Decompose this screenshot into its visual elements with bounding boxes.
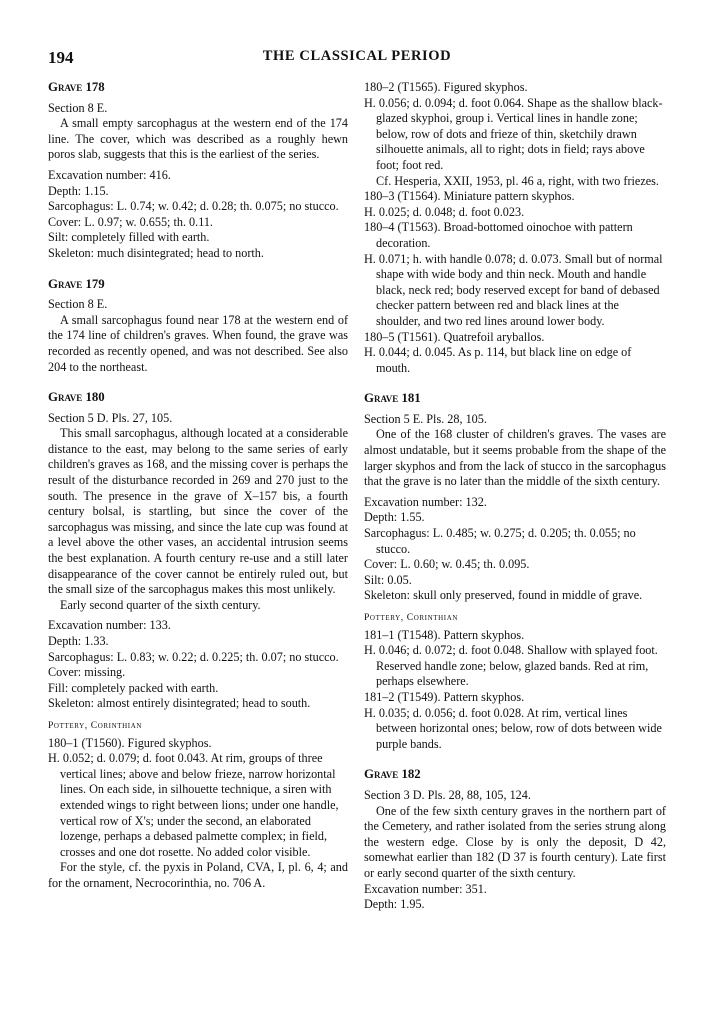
grave-title: Grave 181 [364, 391, 421, 406]
record-line: 181–1 (T1548). Pattern skyphos. [364, 627, 525, 642]
record-line: Section 8 E. [48, 297, 108, 312]
record-line: 180–5 (T1561). Quatrefoil aryballos. [364, 329, 545, 344]
record-line: Excavation number: 132. [364, 494, 487, 509]
record-line: Section 5 E. Pls. 28, 105. [364, 411, 487, 426]
paragraph: A small sarcophagus found near 178 at the western end of the 174 line of children's graves. When found, the grave was recorded as recently opened, and was not described. See also 204 to the northeast. [48, 312, 348, 374]
page-number: 194 [48, 48, 74, 67]
record-line: Section 5 D. Pls. 27, 105. [48, 410, 173, 425]
page-header [48, 48, 666, 70]
record-line: Cover: L. 0.97; w. 0.655; th. 0.11. [48, 214, 213, 229]
spacer [364, 376, 666, 391]
record-line: Silt: completely filled with earth. [48, 230, 210, 245]
catalogue-entry: 180–4 (T1563). Broad-bottomed oinochoe with pattern decoration. [364, 220, 633, 250]
record-line: Fill: completely packed with earth. [48, 680, 219, 695]
record-line: Skeleton: much disintegrated; head to north. [48, 245, 264, 260]
catalogue-entry: H. 0.056; d. 0.094; d. foot 0.064. Shape as the shallow black-glazed skyphoi, group i. Vertical lines in handle zone; below, row of dots and frieze of thin, sketchily drawn silhouette animals, all to right; dots in field; rays above foot; foot red. [364, 95, 663, 172]
spacer [48, 262, 348, 277]
record-line: Depth: 1.95. [364, 897, 425, 912]
record-line: H. 0.025; d. 0.048; d. foot 0.023. [364, 204, 525, 219]
record-line: Excavation number: 133. [48, 618, 171, 633]
record-line: Sarcophagus: L. 0.83; w. 0.22; d. 0.225; th. 0.07; no stucco. [48, 649, 339, 664]
spacer [364, 752, 666, 767]
record-line: Skeleton: skull only preserved, found in middle of grave. [364, 588, 643, 603]
grave-title: Grave 182 [364, 767, 421, 782]
spacer [48, 375, 348, 390]
running-head: THE CLASSICAL PERIOD [262, 48, 452, 64]
paragraph: One of the few sixth century graves in the northern part of the Cemetery, and rather isolated from the series strung along the western edge. Close by is only the deposit, D 42, somewhat earlier than 182 (D 37 is fourth century). Late first or early second quarter of the sixth century. [364, 803, 666, 880]
paragraph: One of the 168 cluster of children's graves. The vases are almost undatable, but it seems probable from the shape of the larger skyphos and from the lack of stucco in the sarcophagus that the grave is no later than the middle of the sixth century. [364, 427, 666, 489]
record-line: 181–2 (T1549). Pattern skyphos. [364, 689, 525, 704]
record-line: Excavation number: 351. [364, 881, 487, 896]
record-line: Silt: 0.05. [364, 572, 412, 587]
catalogue-entry: H. 0.044; d. 0.045. As p. 114, but black line on edge of mouth. [364, 345, 632, 375]
catalogue-heading: Pottery, Corinthian [48, 719, 143, 731]
catalogue-entry: H. 0.052; d. 0.079; d. foot 0.043. At rim, groups of three vertical lines; above and below frieze, narrow horizontal lines. On each side, in silhouette technique, a siren with extended wings to right between lions; under one handle, vertical row of X's; under the second, an elaborated lozenge, perhaps a debased palmette complex; in field, crosses and one dot rosette. No added color visible. [48, 751, 339, 859]
record-line: Sarcophagus: L. 0.485; w. 0.275; d. 0.205; th. 0.055; no stucco. [364, 526, 636, 556]
record-line: Section 3 D. Pls. 28, 88, 105, 124. [364, 787, 531, 802]
record-line: Depth: 1.55. [364, 510, 425, 525]
right-column [364, 80, 666, 913]
grave-title: Grave 179 [48, 276, 105, 291]
record-line: 180–2 (T1565). Figured skyphos. [364, 80, 528, 94]
catalogue-entry: H. 0.071; h. with handle 0.078; d. 0.073. Small but of normal shape with wide body and thin neck. Mouth and handle black, neck red; body reserved except for band of debased checker pattern between red and black lines at the shoulder, and two red lines around lower body. [364, 251, 663, 328]
paragraph: Cf. Hesperia, XXII, 1953, pl. 46 a, right, with two friezes. [376, 173, 659, 188]
record-line: Skeleton: almost entirely disintegrated; head to south. [48, 696, 311, 711]
record-line: 180–1 (T1560). Figured skyphos. [48, 735, 212, 750]
record-line: Cover: missing. [48, 665, 126, 680]
record-line: Cover: L. 0.60; w. 0.45; th. 0.095. [364, 557, 530, 572]
record-line: Section 8 E. [48, 100, 108, 115]
paragraph: A small empty sarcophagus at the western end of the 174 line. The cover, which was described as a roughly hewn poros slab, suggests that this is the earliest of the series. [48, 116, 348, 162]
catalogue-entry: H. 0.046; d. 0.072; d. foot 0.048. Shallow with splayed foot. Reserved handle zone; below, glazed bands. Red at rim, perhaps elsewhere. [364, 643, 658, 689]
paragraph: Early second quarter of the sixth century. [60, 597, 261, 612]
catalogue-entry: H. 0.035; d. 0.056; d. foot 0.028. At rim, vertical lines between horizontal ones; below, row of dots between wide purple bands. [364, 705, 662, 751]
paragraph: For the style, cf. the pyxis in Poland, CVA, I, pl. 6, 4; and for the ornament, Necrocorinthia, no. 706 A. [48, 860, 348, 890]
record-line: Depth: 1.33. [48, 634, 109, 648]
grave-title: Grave 178 [48, 80, 105, 94]
left-column [48, 80, 348, 892]
record-line: Excavation number: 416. [48, 167, 171, 182]
grave-title: Grave 180 [48, 390, 105, 405]
catalogue-heading: Pottery, Corinthian [364, 612, 459, 623]
record-line: Sarcophagus: L. 0.74; w. 0.42; d. 0.28; th. 0.075; no stucco. [48, 199, 339, 214]
record-line: 180–3 (T1564). Miniature pattern skyphos. [364, 189, 575, 204]
paragraph: This small sarcophagus, although located at a considerable distance to the east, may belong to the same series of early children's graves as 168, and the missing cover is perhaps the result of the disturbance recorded in 269 and 270 just to the south. The presence in the grave of X–157 bis, a fourth century bolsal, is startling, but since the cover of the sarcophagus was missing, and since the late cup was found at a level above the other vases, an accidental intrusion seems the best explanation. A fourth century re-use and a still later disappearance of the cover cannot be entirely ruled out, but the small size of the sarcophagus makes this most unlikely. [48, 426, 348, 597]
record-line: Depth: 1.15. [48, 183, 109, 198]
